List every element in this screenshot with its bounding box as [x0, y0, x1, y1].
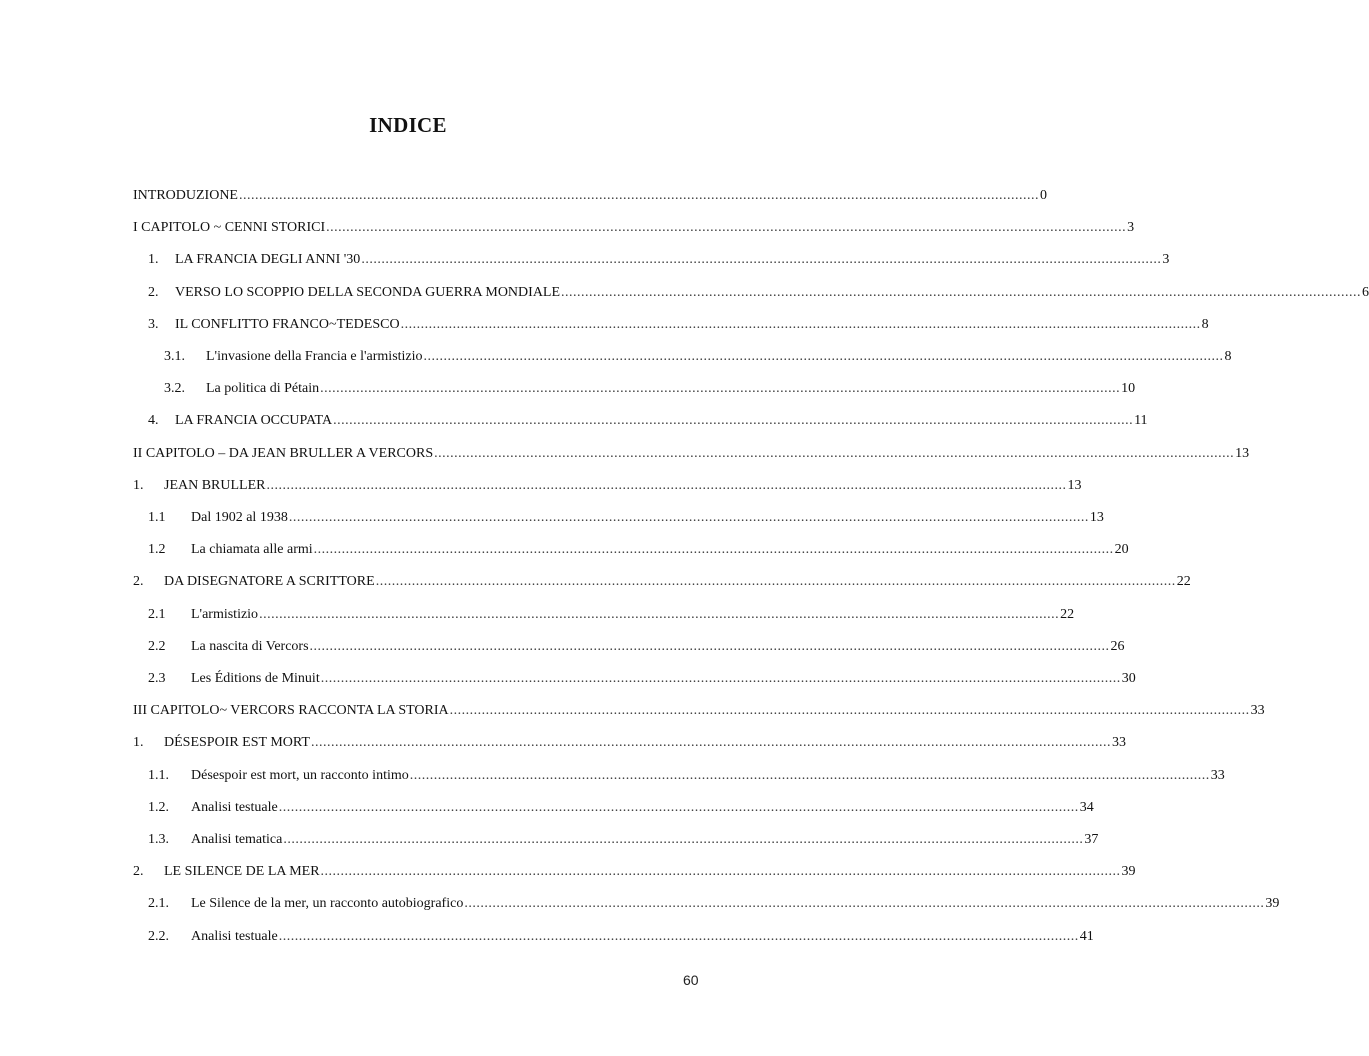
toc-leader-dots: ........................................................................................................................................................................................................ [375, 574, 1176, 590]
toc-leader-dots: ........................................................................................................................................................................................................ [561, 284, 1362, 300]
toc-entry-title: DÉSESPOIR EST MORT [164, 735, 310, 751]
toc-entry [133, 699, 1265, 723]
toc-entry-page: 11 [1134, 413, 1148, 429]
toc-entry-number: 1. [148, 252, 159, 268]
toc-leader-dots: ........................................................................................................................................................................................................ [423, 349, 1224, 364]
toc-leader-dots: ........................................................................................................................................................................................................ [266, 477, 1067, 493]
toc-entry [148, 764, 1225, 788]
toc-entry-title: Dal 1902 al 1938 [191, 510, 288, 525]
toc-entry-page: 41 [1079, 928, 1094, 944]
toc-entry-number: 1. [133, 735, 144, 751]
toc-entry-page: 39 [1121, 864, 1136, 880]
toc-leader-dots: ........................................................................................................................................................................................................ [310, 735, 1111, 751]
toc-entry-number: 3. [148, 316, 159, 332]
toc-entry-page: 34 [1079, 799, 1094, 815]
toc-entry-title: L'armistizio [191, 606, 259, 622]
page-title: INDICE [369, 113, 447, 137]
toc-entry-page: 3 [1127, 220, 1135, 236]
toc-entry-page: 33 [1111, 735, 1126, 751]
toc-entry-page: 6 [1362, 284, 1369, 300]
toc-leader-dots: ........................................................................................................................................................................................................ [259, 606, 1060, 622]
toc-entry-page: 26 [1110, 638, 1125, 654]
toc-leader-dots: ........................................................................................................................................................................................................ [464, 896, 1265, 912]
toc-entry-number: 2. [133, 864, 144, 880]
toc-entry-title: III CAPITOLO~ VERCORS RACCONTA LA STORIA [133, 703, 449, 719]
toc-entry-number: 2.1 [148, 606, 166, 622]
toc-entry-title: Les Éditions de Minuit [191, 671, 320, 686]
toc-entry [148, 603, 1075, 627]
toc-entry-title: Le Silence de la mer, un racconto autobiografico [191, 896, 464, 912]
toc-entry-page: 33 [1210, 767, 1225, 783]
toc-entry [148, 248, 1170, 272]
toc-leader-dots: ........................................................................................................................................................................................................ [320, 671, 1121, 686]
toc-leader-dots: ........................................................................................................................................................................................................ [278, 799, 1079, 815]
toc-entry-number: 3.2. [164, 381, 185, 397]
toc-entry [133, 731, 1126, 755]
toc-entry [148, 925, 1094, 949]
toc-leader-dots: ........................................................................................................................................................................................................ [449, 703, 1250, 719]
toc-entry-page: 13 [1067, 477, 1082, 493]
toc-leader-dots: ........................................................................................................................................................................................................ [361, 252, 1162, 268]
toc-entry [133, 216, 1135, 240]
toc-entry-title: L'invasione della Francia e l'armistizio [206, 349, 423, 364]
toc-entry-page: 22 [1176, 574, 1191, 590]
toc-entry-number: 2.2 [148, 638, 166, 654]
toc-entry [148, 538, 1129, 562]
toc-entry [148, 892, 1280, 916]
toc-entry [148, 506, 1104, 530]
toc-entry-title: Analisi testuale [191, 799, 278, 815]
toc-entry-page: 13 [1089, 510, 1104, 525]
toc-leader-dots: ........................................................................................................................................................................................................ [400, 316, 1201, 332]
toc-entry [148, 409, 1148, 433]
toc-leader-dots: ........................................................................................................................................................................................................ [326, 220, 1127, 236]
toc-entry-number: 1.1 [148, 510, 166, 525]
toc-leader-dots: ........................................................................................................................................................................................................ [409, 767, 1210, 783]
toc-entry-page: 20 [1114, 542, 1129, 558]
toc-entry-title: La chiamata alle armi [191, 542, 313, 558]
toc-entry-page: 0 [1039, 188, 1047, 203]
toc-entry-page: 33 [1250, 703, 1265, 719]
toc-entry [148, 635, 1125, 659]
toc-entry-title: Analisi tematica [191, 832, 283, 847]
toc-entry-number: 2.1. [148, 896, 169, 912]
toc-entry-page: 22 [1060, 606, 1075, 622]
toc-entry-title: IL CONFLITTO FRANCO~TEDESCO [175, 316, 400, 332]
toc-entry-title: Désespoir est mort, un racconto intimo [191, 767, 409, 783]
toc-entry-title: LA FRANCIA DEGLI ANNI '30 [175, 252, 361, 268]
toc-entry-title: DA DISEGNATORE A SCRITTORE [164, 574, 375, 590]
toc-entry-page: 8 [1224, 349, 1232, 364]
toc-entry-number: 1.3. [148, 832, 169, 847]
toc-entry-page: 8 [1201, 316, 1209, 332]
toc-entry-title: II CAPITOLO – DA JEAN BRULLER A VERCORS [133, 445, 434, 461]
toc-entry-page: 30 [1121, 671, 1136, 686]
toc-entry [164, 377, 1136, 401]
toc-entry-number: 2. [133, 574, 144, 590]
page-number: 60 [683, 972, 699, 988]
toc-leader-dots: ........................................................................................................................................................................................................ [309, 638, 1110, 654]
toc-entry-title: Analisi testuale [191, 928, 278, 944]
toc-leader-dots: ........................................................................................................................................................................................................ [278, 928, 1079, 944]
toc-entry-title: I CAPITOLO ~ CENNI STORICI [133, 220, 326, 236]
toc-entry-number: 1.2. [148, 799, 169, 815]
toc-entry [148, 796, 1094, 820]
toc-entry-number: 1. [133, 477, 144, 493]
toc-entry-title: LE SILENCE DE LA MER [164, 864, 320, 880]
toc-entry [164, 345, 1232, 369]
toc-entry [133, 860, 1136, 884]
toc-entry [148, 313, 1209, 337]
toc-leader-dots: ........................................................................................................................................................................................................ [434, 445, 1235, 461]
toc-leader-dots: ........................................................................................................................................................................................................ [238, 188, 1039, 203]
toc-leader-dots: ........................................................................................................................................................................................................ [283, 832, 1084, 847]
toc-entry-title: INTRODUZIONE [133, 188, 238, 203]
toc-entry-title: VERSO LO SCOPPIO DELLA SECONDA GUERRA MONDIALE [175, 284, 561, 300]
toc-leader-dots: ........................................................................................................................................................................................................ [288, 510, 1089, 525]
toc-leader-dots: ........................................................................................................................................................................................................ [313, 542, 1114, 558]
toc-entry-page: 3 [1162, 252, 1170, 268]
toc-entry-title: La nascita di Vercors [191, 638, 309, 654]
toc-leader-dots: ........................................................................................................................................................................................................ [333, 413, 1134, 429]
toc-entry [133, 474, 1082, 498]
toc-entry [133, 184, 1047, 208]
toc-entry-title: La politica di Pétain [206, 381, 320, 397]
toc-entry [133, 442, 1250, 466]
toc-leader-dots: ........................................................................................................................................................................................................ [320, 864, 1121, 880]
toc-entry [148, 667, 1136, 691]
toc-entry [148, 281, 1369, 305]
toc-entry-number: 4. [148, 413, 159, 429]
toc-entry [133, 570, 1191, 594]
toc-entry-number: 2.3 [148, 671, 166, 686]
toc-entry-page: 37 [1084, 832, 1099, 847]
toc-entry-number: 2.2. [148, 928, 169, 944]
toc-entry-number: 1.2 [148, 542, 166, 558]
toc-entry [148, 828, 1099, 852]
toc-entry-page: 13 [1235, 445, 1250, 461]
toc-entry-title: JEAN BRULLER [164, 477, 266, 493]
toc-entry-page: 39 [1265, 896, 1280, 912]
toc-entry-number: 2. [148, 284, 159, 300]
toc-leader-dots: ........................................................................................................................................................................................................ [320, 381, 1121, 397]
toc-entry-number: 3.1. [164, 349, 185, 364]
toc-entry-page: 10 [1121, 381, 1136, 397]
toc-entry-number: 1.1. [148, 767, 169, 783]
toc-entry-title: LA FRANCIA OCCUPATA [175, 413, 333, 429]
